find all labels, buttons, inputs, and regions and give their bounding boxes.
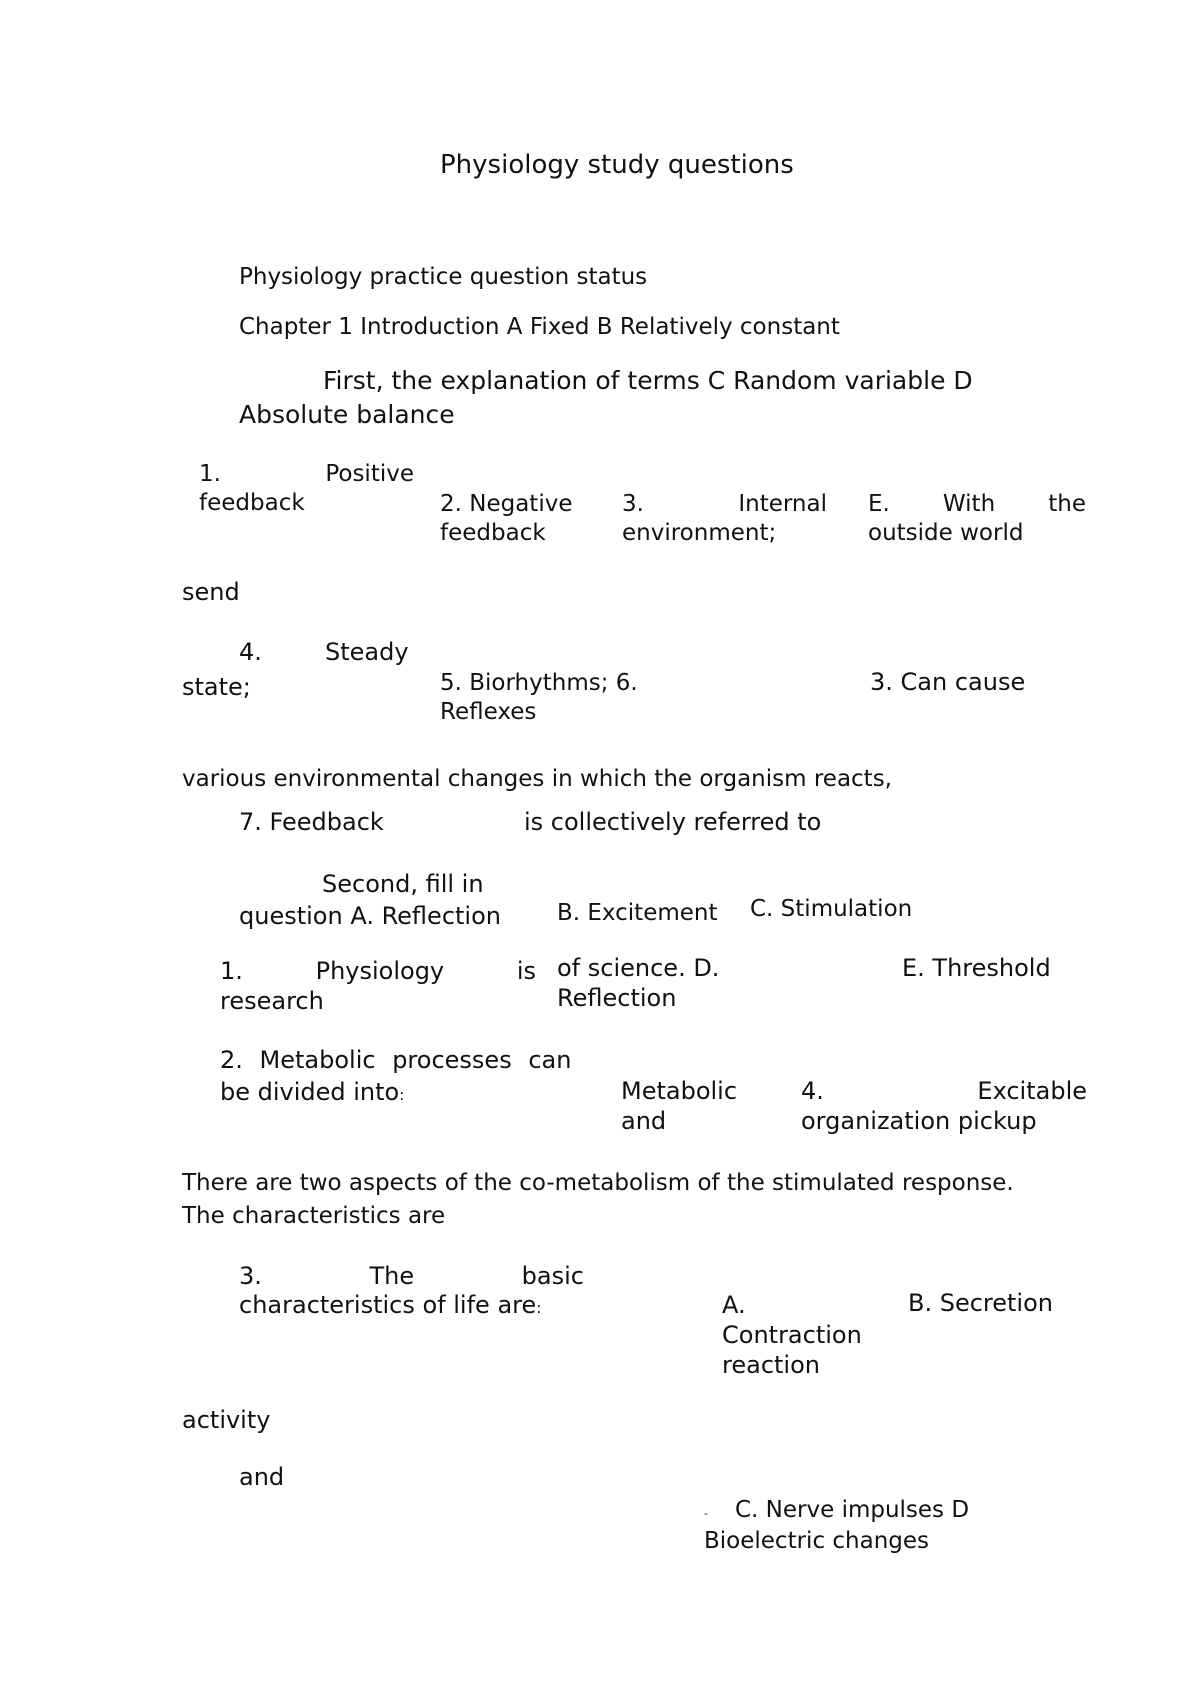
section-one-heading: First, the explanation of terms C Random variable D — [323, 366, 973, 395]
term-1-number: 1. — [199, 461, 221, 487]
feedback-label: 7. Feedback — [239, 808, 384, 836]
aspects-line2: The characteristics are — [182, 1203, 446, 1229]
metabolic-line2: and — [621, 1107, 667, 1135]
question-3-the: The — [369, 1262, 415, 1290]
question-1-is: is — [516, 957, 536, 985]
science-line2: Reflection — [557, 984, 677, 1012]
option-b-secretion: B. Secretion — [908, 1289, 1053, 1317]
page-title: Physiology study questions — [440, 150, 794, 180]
term-3-number: 3. — [622, 491, 644, 517]
can-cause: 3. Can cause — [870, 668, 1026, 696]
question-3-number: 3. — [239, 1262, 262, 1290]
term-5-line1: 5. Biorhythms; 6. — [440, 670, 638, 696]
science-line1: of science. D. — [557, 954, 720, 982]
nerve-impulses: C. Nerve impulses D — [735, 1497, 970, 1523]
question-1-cont: research — [220, 987, 324, 1015]
term-4-word: Steady — [325, 638, 409, 666]
term-1-cont: feedback — [199, 489, 305, 516]
question-1 — [220, 956, 536, 1016]
term-1-cell — [199, 460, 414, 518]
section-one-heading-cont: Absolute balance — [239, 400, 455, 429]
subtitle: Physiology practice question status — [239, 264, 648, 290]
question-3-colon: : — [536, 1299, 542, 1317]
option-a-reaction: reaction — [722, 1351, 820, 1379]
option-e-letter: E. — [868, 491, 890, 517]
question-3-basic: basic — [521, 1262, 584, 1290]
term-3-cell — [622, 490, 827, 548]
aspects-line1: There are two aspects of the co-metabolism of the stimulated response. — [182, 1170, 1014, 1196]
term-2-line1: 2. Negative — [440, 491, 573, 517]
question-3-line2 — [239, 1293, 541, 1317]
option-e-cell — [868, 490, 1086, 548]
question-2-line1 — [220, 1048, 602, 1072]
question-2-colon: : — [399, 1086, 405, 1104]
question-2-text: 2. Metabolic processes can — [220, 1046, 572, 1074]
excitable-number: 4. — [801, 1077, 824, 1105]
term-1-word: Positive — [325, 461, 414, 487]
term-5-cell — [440, 669, 690, 727]
term-3-cont: environment; — [622, 519, 777, 546]
term-2-cell — [440, 490, 600, 548]
collective-term: is collectively referred to — [524, 808, 822, 836]
option-e-threshold: E. Threshold — [902, 954, 1051, 982]
metabolic-cell — [621, 1076, 761, 1136]
option-e-the: the — [1048, 491, 1086, 517]
option-e-cont: outside world — [868, 519, 1024, 546]
excitable-word: Excitable — [977, 1077, 1087, 1105]
bioelectric-changes: Bioelectric changes — [704, 1528, 930, 1554]
option-c-stimulation: C. Stimulation — [750, 896, 913, 922]
metabolic-line1: Metabolic — [621, 1077, 738, 1105]
question-1-science — [557, 953, 797, 1013]
term-3-word: Internal — [738, 491, 827, 517]
and-word: and — [239, 1463, 285, 1491]
question-3-line1 — [239, 1264, 584, 1288]
question-3-cont: characteristics of life are — [239, 1291, 537, 1319]
question-1-number: 1. — [220, 957, 243, 985]
chapter-line: Chapter 1 Introduction A Fixed B Relatively constant — [239, 314, 840, 340]
question-2-cont: be divided into — [220, 1078, 400, 1106]
excitable-cell — [801, 1076, 1087, 1136]
term-2-line2: feedback — [440, 519, 546, 546]
question-2-line2 — [220, 1080, 404, 1104]
term-4-number: 4. — [239, 638, 262, 666]
send-word: send — [182, 578, 240, 606]
excitable-cont: organization pickup — [801, 1107, 1037, 1135]
environment-line: various environmental changes in which the organism reacts, — [182, 766, 892, 792]
option-b-excitement: B. Excitement — [557, 900, 718, 926]
term-4-cont: state; — [182, 673, 251, 701]
section-two-heading-cont: question A. Reflection — [239, 902, 501, 930]
option-a-cell — [722, 1290, 882, 1380]
small-mark: - — [704, 1507, 708, 1520]
section-two-heading: Second, fill in — [322, 870, 484, 898]
option-e-with: With — [942, 491, 996, 517]
term-5-line2: Reflexes — [440, 698, 537, 725]
activity-word: activity — [182, 1406, 271, 1434]
option-a-letter: A. — [722, 1291, 746, 1319]
question-1-word: Physiology — [315, 957, 445, 985]
option-a-contraction: Contraction — [722, 1321, 862, 1349]
